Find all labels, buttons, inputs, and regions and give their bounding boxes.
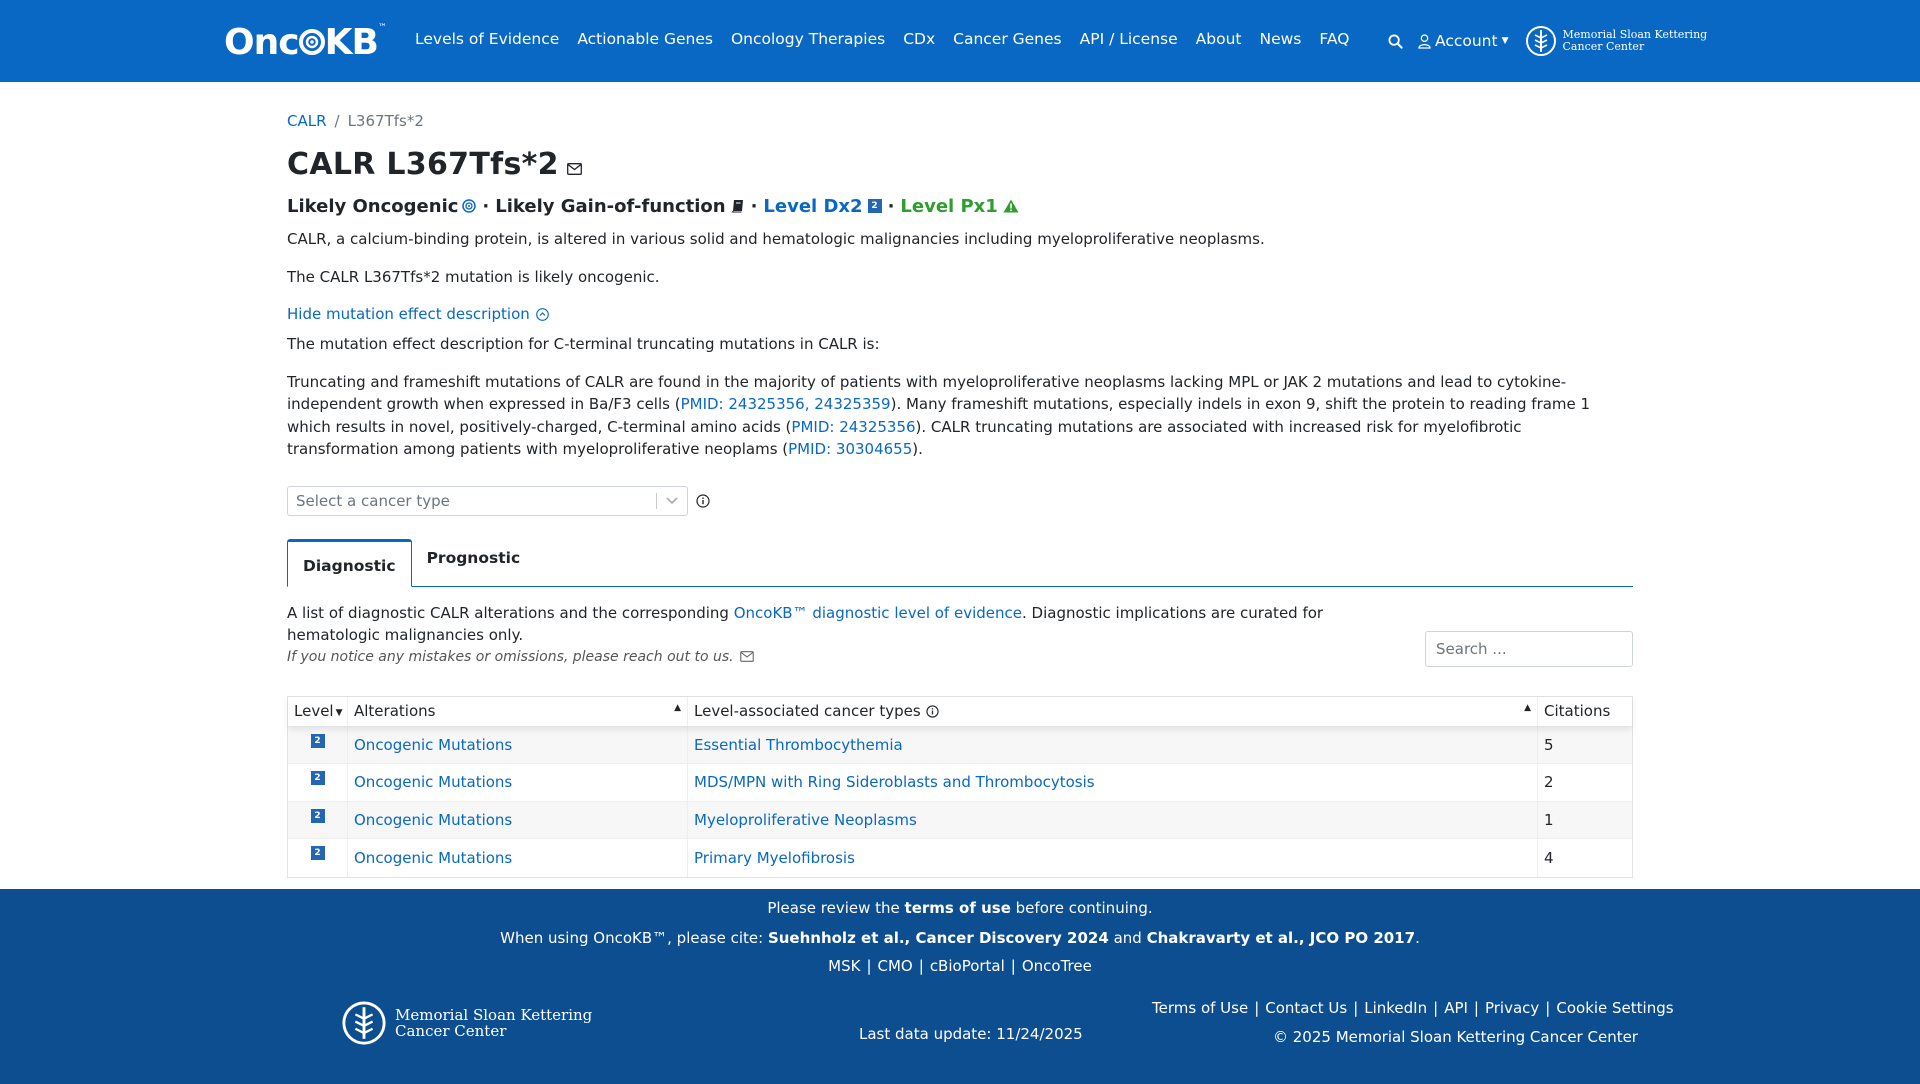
level-dx-link[interactable]: Level Dx2 [763, 195, 863, 217]
footer-link-cookie-settings[interactable]: Cookie Settings [1556, 999, 1674, 1017]
breadcrumb-separator: / [334, 112, 340, 130]
footer [0, 889, 1920, 1084]
header-citations[interactable] [1538, 697, 1632, 726]
citations-cell[interactable]: 1 [1544, 810, 1554, 829]
header-alterations-label: Alterations [354, 702, 436, 720]
footer-review-line [0, 899, 1920, 917]
footer-cite-and: and [1108, 929, 1147, 947]
breadcrumb [287, 112, 1633, 132]
summary-dot-3: · [887, 195, 895, 217]
level-cell [288, 802, 348, 839]
level-badge[interactable]: 2 [311, 846, 325, 860]
footer-link-cmo[interactable]: CMO [877, 957, 913, 975]
table-row [288, 802, 1632, 840]
main-content [287, 112, 1633, 878]
header-cancer-types-label: Level-associated cancer types [694, 702, 921, 720]
select-placeholder: Select a cancer type [296, 491, 450, 510]
level-badge[interactable]: 2 [311, 771, 325, 785]
alteration-link[interactable]: Oncogenic Mutations [354, 810, 513, 829]
footer-link-linkedin[interactable]: LinkedIn [1364, 999, 1428, 1017]
nav-faq[interactable]: FAQ [1319, 30, 1350, 48]
nav-about[interactable]: About [1195, 30, 1242, 48]
logo-tm: ™ [377, 23, 386, 33]
last-data-update: Last data update: 11/24/2025 [859, 1025, 1083, 1043]
terms-of-use-link[interactable]: terms of use [904, 899, 1011, 917]
oncogenic-target-icon[interactable] [462, 199, 476, 213]
warning-triangle-icon [1003, 199, 1019, 213]
cancer-type-cell [688, 839, 1538, 877]
msk-footer-line1: Memorial Sloan Kettering [395, 1006, 593, 1024]
alteration-cell [348, 764, 688, 801]
search-icon[interactable] [1380, 34, 1410, 49]
breadcrumb-alteration: L367Tfs*2 [347, 112, 424, 130]
oncokb-logo[interactable] [224, 22, 386, 62]
citations-cell[interactable]: 4 [1544, 848, 1554, 867]
top-navbar [0, 0, 1920, 82]
logo-text-post: KB [324, 21, 378, 63]
mail-icon[interactable] [740, 651, 754, 662]
msk-header-line1: Memorial Sloan Kettering [1562, 28, 1708, 41]
nav-api-license[interactable]: API / License [1079, 30, 1178, 48]
cancer-type-select-row [287, 486, 1633, 516]
footer-legal-links [1152, 999, 1674, 1017]
footer-link-terms[interactable]: Terms of Use [1152, 999, 1249, 1017]
summary-dot-1: · [482, 195, 490, 217]
breadcrumb-gene[interactable]: CALR [287, 112, 327, 130]
tab-description [287, 602, 1347, 647]
level-badge[interactable]: 2 [311, 734, 325, 748]
chevron-down-icon [665, 496, 679, 505]
page-title: CALR L367Tfs*2 [287, 146, 559, 182]
alteration-link[interactable]: Oncogenic Mutations [354, 735, 513, 754]
table-body [288, 727, 1632, 877]
level-dx-badge: 2 [868, 199, 882, 213]
gene-summary: CALR, a calcium-binding protein, is altered in various solid and hematologic malignancies including myeloproliferative neoplasms. [287, 230, 1265, 248]
caret-down-icon: ▼ [1501, 36, 1509, 46]
header-alterations[interactable] [348, 697, 688, 726]
select-separator [656, 493, 657, 509]
citations-cell[interactable]: 2 [1544, 773, 1554, 792]
table-row [288, 839, 1632, 877]
tab-description-row [287, 602, 1633, 696]
table-row [288, 764, 1632, 802]
effect-description [287, 371, 1633, 461]
level-cell [288, 839, 348, 877]
footer-separator: | [1254, 999, 1260, 1017]
variant-summary: The CALR L367Tfs*2 mutation is likely oncogenic. [287, 267, 660, 286]
footer-separator: | [1473, 999, 1479, 1017]
table-search-input[interactable] [1425, 631, 1633, 667]
footer-separator: | [918, 957, 924, 975]
cancer-type-cell [688, 802, 1538, 839]
summary-row [287, 192, 1633, 220]
sort-down-icon: ▼ [335, 707, 343, 718]
toggle-label: Hide mutation effect description [287, 305, 530, 323]
level-badge[interactable]: 2 [311, 809, 325, 823]
footer-separator: | [866, 957, 872, 975]
table-header [288, 697, 1632, 727]
tab-desc-text-1: A list of diagnostic CALR alterations and the corresponding [287, 603, 734, 622]
effect-text-4: ). [912, 440, 923, 458]
nav-levels-of-evidence[interactable]: Levels of Evidence [415, 30, 560, 48]
footer-link-contact[interactable]: Contact Us [1265, 999, 1348, 1017]
msk-footer-line2: Cancer Center [395, 1022, 507, 1040]
footer-partner-links [0, 957, 1920, 975]
chevron-up-circle-icon [536, 308, 549, 321]
footer-link-api[interactable]: API [1444, 999, 1468, 1017]
alteration-link[interactable]: Oncogenic Mutations [354, 773, 513, 792]
cancer-type-link[interactable]: Myeloproliferative Neoplasms [694, 810, 917, 829]
cancer-type-select[interactable] [287, 486, 688, 516]
header-citations-label: Citations [1544, 702, 1611, 720]
msk-footer-logo[interactable] [341, 997, 592, 1049]
book-icon[interactable] [731, 199, 745, 213]
pmid-link-3[interactable]: PMID: 30304655 [788, 440, 913, 458]
info-icon[interactable] [696, 494, 710, 508]
evidence-tabs [287, 540, 1633, 587]
cancer-type-link[interactable]: MDS/MPN with Ring Sideroblasts and Thrombocytosis [694, 773, 1095, 792]
alteration-cell [348, 839, 688, 877]
msk-emblem-icon [1525, 23, 1557, 59]
footer-separator: | [1010, 957, 1016, 975]
citation-link-2[interactable]: Chakravarty et al., JCO PO 2017 [1146, 929, 1416, 947]
account-label: Account [1435, 32, 1498, 50]
cancer-type-link[interactable]: Primary Myelofibrosis [694, 848, 855, 867]
diagnostic-level-link[interactable]: OncoKB™ diagnostic level of evidence [733, 603, 1022, 622]
hide-mutation-effect-toggle[interactable] [287, 303, 1633, 325]
tab-desc-text-2: . Diagnostic implications are curated for hematologic malignancies only. [287, 603, 1324, 644]
title-row [287, 144, 1633, 184]
effect-intro: The mutation effect description for C-terminal truncating mutations in CALR is: [287, 335, 880, 353]
nav-news[interactable]: News [1259, 30, 1302, 48]
sort-up-icon: ▲ [1524, 702, 1531, 713]
footer-review-pre: Please review the [767, 899, 905, 917]
footer-separator: | [1545, 999, 1551, 1017]
alteration-cell [348, 727, 688, 764]
account-menu[interactable] [1418, 32, 1509, 50]
tab-diagnostic[interactable]: Diagnostic [287, 539, 412, 587]
table-row [288, 727, 1632, 765]
msk-emblem-icon [341, 997, 387, 1049]
cancer-type-cell [688, 764, 1538, 801]
footer-link-oncotree[interactable]: OncoTree [1021, 957, 1092, 975]
mail-icon[interactable] [567, 163, 582, 175]
alteration-cell [348, 802, 688, 839]
msk-header-text [1563, 29, 1708, 53]
nav-links [415, 30, 1367, 48]
cancer-type-cell [688, 727, 1538, 764]
footer-cite-pre: When using OncoKB™, please cite: [500, 929, 768, 947]
footer-link-cbioportal[interactable]: cBioPortal [929, 957, 1005, 975]
feedback-note-text: If you notice any mistakes or omissions, please reach out to us. [287, 648, 734, 665]
info-icon[interactable] [926, 705, 939, 718]
level-cell [288, 764, 348, 801]
copyright: © 2025 Memorial Sloan Kettering Cancer Center [1273, 1028, 1638, 1046]
footer-separator: | [1353, 999, 1359, 1017]
alteration-link[interactable]: Oncogenic Mutations [354, 848, 513, 867]
footer-cite-line [0, 929, 1920, 947]
footer-link-privacy[interactable]: Privacy [1484, 999, 1540, 1017]
logo-text-pre: Onc [224, 21, 299, 63]
nav-cdx[interactable]: CDx [903, 30, 936, 48]
level-px-link[interactable]: Level Px1 [900, 195, 998, 217]
effect-text-2: ). Many frameshift mutations, especially indels in exon 9, shift the protein to reading frame 1 which results in novel, positively-charged, C-terminal amino acids ( [287, 395, 1591, 436]
user-icon [1418, 34, 1431, 49]
select-indicator [656, 493, 679, 509]
nav-right [1380, 22, 1707, 60]
diagnostic-table [287, 696, 1633, 878]
logo-target-icon [298, 28, 326, 56]
msk-header-line2: Cancer Center [1562, 40, 1645, 53]
footer-cite-end: . [1415, 929, 1420, 947]
oncogenicity-label: Likely Oncogenic [287, 195, 459, 217]
summary-dot-2: · [750, 195, 758, 217]
footer-link-msk[interactable]: MSK [828, 957, 861, 975]
effect-text-1: Truncating and frameshift mutations of CALR are found in the majority of patients with myeloproliferative neoplasms lacking MPL or JAK 2 mutations and lead to cytokine-independent growth when expressed in Ba/F3 cells ( [287, 372, 1567, 413]
nav-cancer-genes[interactable]: Cancer Genes [953, 30, 1062, 48]
citations-cell[interactable]: 5 [1544, 735, 1554, 754]
nav-oncology-therapies[interactable]: Oncology Therapies [730, 30, 886, 48]
level-cell [288, 727, 348, 764]
sort-up-icon: ▲ [674, 702, 681, 713]
effect-text-3: ). CALR truncating mutations are associated with increased risk for myelofibrotic transformation among patients with myeloproliferative neoplams ( [287, 417, 1522, 458]
pmid-link-2[interactable]: PMID: 24325356 [791, 417, 916, 436]
msk-footer-text [395, 1007, 592, 1039]
tab-prognostic[interactable]: Prognostic [426, 549, 521, 567]
header-level[interactable] [288, 697, 348, 726]
header-level-label: Level [294, 702, 334, 720]
cancer-type-link[interactable]: Essential Thrombocythemia [694, 735, 903, 754]
msk-header-logo[interactable] [1525, 23, 1708, 59]
pmid-link-1[interactable]: PMID: 24325356, 24325359 [680, 395, 891, 413]
mutation-effect-label: Likely Gain-of-function [495, 195, 726, 217]
citation-link-1[interactable]: Suehnholz et al., Cancer Discovery 2024 [767, 929, 1109, 947]
header-cancer-types[interactable] [688, 697, 1538, 726]
nav-actionable-genes[interactable]: Actionable Genes [577, 30, 713, 48]
footer-separator: | [1433, 999, 1439, 1017]
footer-review-post: before continuing. [1010, 899, 1153, 917]
